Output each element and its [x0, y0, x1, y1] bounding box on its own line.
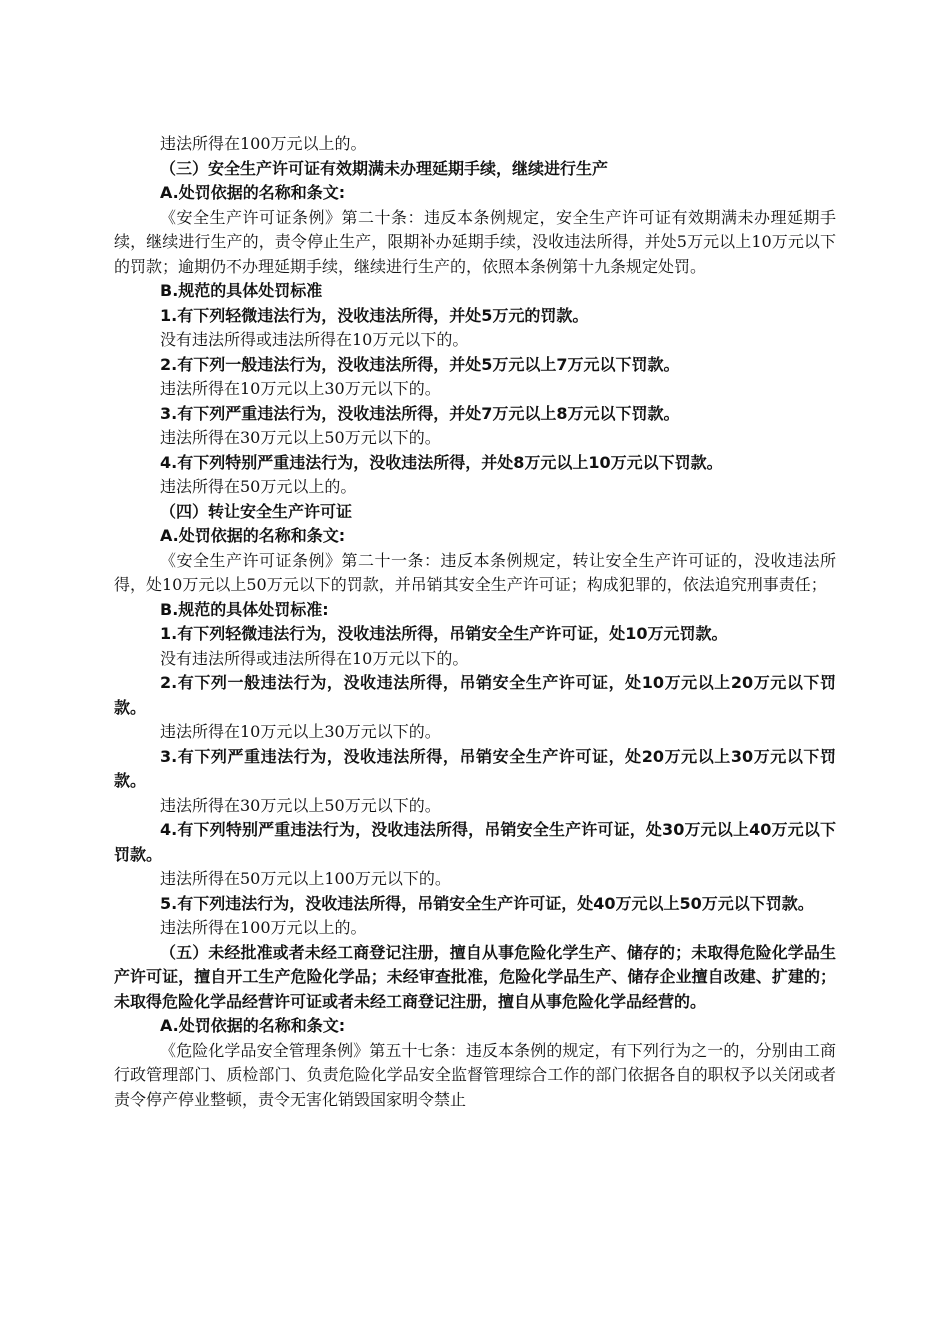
- standard-condition-4: 违法所得在50万元以上的。: [160, 477, 357, 496]
- standard-condition-2: 违法所得在10万元以上30万元以下的。: [160, 379, 441, 398]
- paragraph-article-57: 《危险化学品安全管理条例》第五十七条：违反本条例的规定，有下列行为之一的，分别由工商行政管理部门、质检部门、负责危险化学品安全监督管理综合工作的部门依据各自的职权予以关闭或者责令停产停业整顿，责令无害化销毁国家明令禁止: [114, 1040, 836, 1109]
- transfer-item-1: 1.有下列轻微违法行为，没收违法所得，吊销安全生产许可证，处10万元罚款。: [160, 624, 728, 643]
- paragraph-1: 违法所得在100万元以上的。: [160, 134, 367, 153]
- document-body: [114, 132, 836, 1112]
- section-heading-4: （四）转让安全生产许可证: [160, 501, 353, 521]
- standard-item-4: 4.有下列特别严重违法行为，没收违法所得，并处8万元以上10万元以下罚款。: [160, 452, 723, 472]
- transfer-condition-1: 没有违法所得或违法所得在10万元以下的。: [160, 648, 469, 668]
- standard-condition-3: 违法所得在30万元以上50万元以下的。: [160, 428, 441, 447]
- transfer-condition-2: 违法所得在10万元以上30万元以下的。: [160, 722, 441, 741]
- subheading-standard-4: B.规范的具体处罚标准:: [160, 599, 329, 619]
- subheading-standard: B.规范的具体处罚标准: [160, 281, 323, 300]
- standard-item-1: 1.有下列轻微违法行为，没收违法所得，并处5万元的罚款。: [160, 305, 589, 325]
- standard-item-2: 2.有下列一般违法行为，没收违法所得，并处5万元以上7万元以下罚款。: [160, 354, 680, 374]
- paragraph-article-20: 《安全生产许可证条例》第二十条：违反本条例规定，安全生产许可证有效期满未办理延期手续，继续进行生产的，责令停止生产，限期补办延期手续，没收违法所得，并处5万元以上10万元以下的罚款；逾期仍不办理延期手续，继续进行生产的，依照本条例第十九条规定处罚。: [114, 207, 836, 276]
- section-heading-3: （三）安全生产许可证有效期满未办理延期手续，继续进行生产: [160, 158, 609, 178]
- section-heading-5: （五）未经批准或者未经工商登记注册，擅自从事危险化学生产、储存的；未取得危险化学品生产许可证，擅自开工生产危险化学品；未经审查批准，危险化学品生产、储存企业擅自改建、扩建的；未取得危险化学品经营许可证或者未经工商登记注册，擅自从事危险化学品经营的。: [114, 942, 836, 1011]
- subheading-basis: A.处罚依据的名称和条文:: [160, 183, 346, 202]
- transfer-condition-5: 违法所得在100万元以上的。: [160, 918, 367, 937]
- standard-item-3: 3.有下列严重违法行为，没收违法所得，并处7万元以上8万元以下罚款。: [160, 403, 680, 423]
- transfer-item-5: 5.有下列违法行为，没收违法所得，吊销安全生产许可证，处40万元以上50万元以下罚款。: [160, 893, 814, 913]
- transfer-item-2: 2.有下列一般违法行为，没收违法所得，吊销安全生产许可证，处10万元以上20万元以下罚款。: [114, 673, 836, 717]
- transfer-item-4: 4.有下列特别严重违法行为，没收违法所得，吊销安全生产许可证，处30万元以上40万元以下罚款。: [114, 820, 836, 864]
- transfer-item-3: 3.有下列严重违法行为，没收违法所得，吊销安全生产许可证，处20万元以上30万元以下罚款。: [114, 746, 836, 790]
- subheading-basis-5: A.处罚依据的名称和条文:: [160, 1016, 346, 1035]
- subheading-basis-4: A.处罚依据的名称和条文:: [160, 526, 346, 545]
- paragraph-article-21: 《安全生产许可证条例》第二十一条：违反本条例规定，转让安全生产许可证的，没收违法所得，处10万元以上50万元以下的罚款，并吊销其安全生产许可证；构成犯罪的，依法追究刑事责任；: [114, 550, 836, 594]
- standard-condition-1: 没有违法所得或违法所得在10万元以下的。: [160, 330, 469, 349]
- transfer-condition-3: 违法所得在30万元以上50万元以下的。: [160, 795, 441, 815]
- transfer-condition-4: 违法所得在50万元以上100万元以下的。: [160, 869, 451, 888]
